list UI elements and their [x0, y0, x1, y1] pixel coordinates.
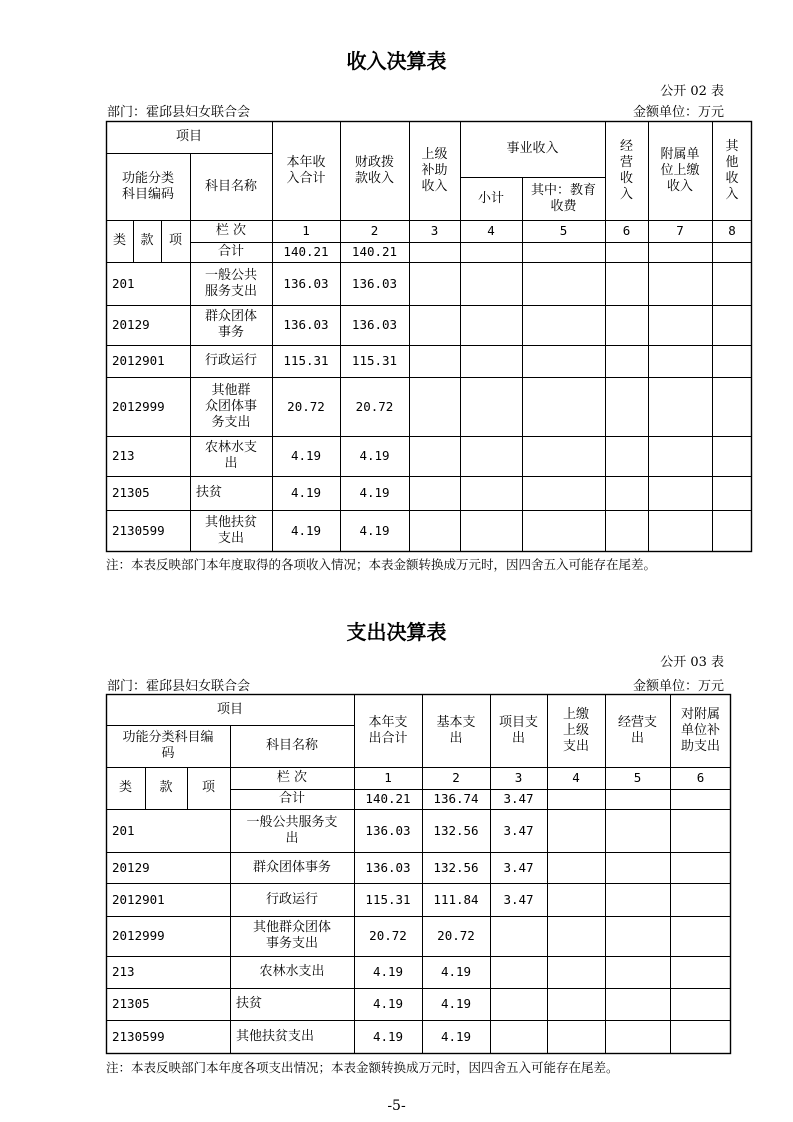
expense-header-project: 项目支 出: [498, 714, 538, 746]
expense-row-total: 136.03: [365, 859, 411, 875]
income-col-number: 1: [302, 223, 310, 238]
income-header-superior: 上级 补助 收入: [421, 146, 448, 194]
income-row-name: 扶贫: [196, 485, 223, 500]
income-header-total: 本年收 入合计: [286, 154, 326, 186]
expense-header-kuan: 款: [159, 780, 173, 795]
expense-row-total: 4.19: [372, 996, 404, 1011]
income-row-total: 136.03: [283, 317, 329, 332]
income-row-fiscal: 136.03: [351, 317, 398, 332]
expense-row-name: 扶贫: [236, 996, 263, 1011]
income-header-affiliated: 附属单 位上缴 收入: [660, 146, 700, 194]
income-row-total: 4.19: [290, 448, 322, 463]
expense-total-amount: 140.21: [365, 791, 411, 806]
expense-header-xiang: 项: [201, 780, 215, 795]
expense-row-project: [490, 916, 547, 956]
expense-row-basic: 132.56: [433, 822, 479, 838]
income-row-code: 21305: [112, 485, 150, 500]
expense-row-code: 2012999: [112, 928, 165, 943]
income-row-name: 其他扶贫 支出: [204, 514, 257, 546]
income-row-name: 一般公共 服务支出: [204, 267, 257, 299]
expense-col-number: 3: [514, 770, 523, 785]
income-row-code: 20129: [112, 317, 150, 332]
expense-row-name: 一般公共服务支 出: [246, 814, 338, 846]
expense-row-basic: 132.56: [433, 859, 479, 875]
expense-total-label: 合计: [278, 791, 305, 806]
expense-row-total: 115.31: [365, 891, 411, 907]
income-header-subject: 科目名称: [204, 178, 257, 194]
expense-row-project: 3.47: [503, 891, 534, 907]
income-header-education-fee: 其中：教育 收费: [530, 182, 596, 214]
expense-total-project: 3.47: [503, 791, 534, 806]
expense-amount-unit: 金额单位：万元: [632, 679, 724, 694]
income-row-name: 其他群 众团体事 务支出: [204, 382, 257, 430]
expense-row-total: 4.19: [372, 1028, 404, 1044]
expense-total-basic: 136.74: [433, 791, 479, 806]
expense-row-basic: 20.72: [437, 928, 475, 943]
income-header-business: 事业收入: [506, 141, 559, 156]
expense-row-total: 4.19: [372, 964, 404, 979]
income-header-xiang: 项: [168, 233, 182, 248]
income-row-total: 20.72: [287, 398, 325, 414]
expense-col-number: 2: [452, 770, 460, 785]
income-row-name: 群众团体 事务: [204, 309, 257, 340]
expense-row-code: 2012901: [112, 891, 165, 907]
expense-col-number: 6: [696, 770, 705, 785]
expense-header-operating: 经营支 出: [617, 714, 657, 746]
expense-row-basic: 4.19: [440, 996, 472, 1011]
expense-table-title: 支出决算表: [346, 620, 447, 644]
expense-header-affiliated: 对附属 单位补 助支出: [680, 706, 720, 754]
income-header-item: 项目: [175, 129, 202, 144]
income-row-code: 201: [112, 275, 135, 291]
expense-row-name: 行政运行: [265, 891, 318, 907]
expense-row-basic: 4.19: [440, 964, 472, 979]
expense-header-superior: 上缴 上级 支出: [562, 706, 589, 754]
expense-row-project: [490, 1020, 547, 1053]
expense-row-basic: 4.19: [440, 1028, 472, 1044]
expense-row-code: 20129: [112, 859, 150, 875]
expense-row-basic: 111.84: [433, 891, 479, 907]
income-row-total: 136.03: [283, 275, 329, 291]
expense-row-project: 3.47: [503, 822, 534, 838]
expense-col-number: 1: [384, 770, 392, 785]
income-row-fiscal: 136.03: [351, 275, 398, 291]
income-col-number: 2: [370, 223, 379, 238]
income-amount-unit: 金额单位：万元: [632, 105, 724, 120]
expense-form-number: 公开 03 表: [660, 655, 724, 670]
expense-row-name: 农林水支出: [259, 964, 325, 979]
expense-header-item: 项目: [216, 701, 243, 717]
income-row-code: 2130599: [112, 522, 165, 538]
income-total-label: 合计: [217, 244, 244, 259]
expense-row-code: 201: [112, 822, 135, 838]
expense-header-subject: 科目名称: [265, 738, 318, 753]
expense-row-total: 136.03: [365, 822, 411, 838]
expense-row-name: 其他群众团体 事务支出: [252, 920, 331, 951]
income-header-func-code: 功能分类 科目编码: [121, 170, 174, 202]
income-table-note: 注：本表反映部门本年度取得的各项收入情况；本表金额转换成万元时，因四舍五入可能存在尾差。: [106, 557, 657, 572]
income-row-fiscal: 4.19: [359, 522, 390, 538]
income-form-number: 公开 02 表: [660, 84, 724, 99]
income-row-fiscal: 115.31: [351, 353, 398, 368]
income-col-number: 6: [622, 223, 631, 238]
expense-row-project: 3.47: [503, 859, 534, 875]
income-header-operating: 经 营 收 入: [619, 138, 633, 202]
income-row-total: 4.19: [290, 522, 322, 538]
income-col-number: 7: [676, 223, 684, 238]
income-row-total: 4.19: [290, 485, 322, 500]
income-row-fiscal: 20.72: [355, 398, 394, 414]
expense-row-name: 群众团体事务: [252, 859, 331, 875]
expense-table-note: 注：本表反映部门本年度各项支出情况；本表金额转换成万元时，因四舍五入可能存在尾差。: [106, 1060, 619, 1075]
income-col-number: 3: [430, 223, 439, 238]
income-header-fiscal: 财政拨 款收入: [354, 154, 394, 186]
expense-row-code: 213: [112, 964, 135, 979]
income-row-fiscal: 4.19: [359, 448, 390, 463]
income-header-lei: 类: [112, 233, 126, 248]
page-number: -5-: [387, 1098, 406, 1114]
expense-row-total: 20.72: [369, 928, 407, 943]
income-col-number: 5: [559, 223, 568, 238]
income-row-fiscal: 4.19: [359, 485, 390, 500]
income-total-amount: 140.21: [283, 244, 329, 259]
income-header-kuan: 款: [140, 233, 154, 248]
income-row-name: 行政运行: [204, 353, 257, 368]
expense-department: 部门：霍邱县妇女联合会: [107, 679, 251, 694]
income-col-number: 8: [728, 223, 736, 238]
income-header-lanci: 栏 次: [215, 223, 247, 238]
income-header-subtotal: 小计: [477, 190, 504, 206]
income-row-total: 115.31: [283, 353, 329, 368]
income-row-name: 农林水支 出: [204, 440, 257, 471]
expense-header-lei: 类: [118, 780, 132, 795]
income-row-code: 2012999: [112, 398, 165, 414]
income-col-number: 4: [487, 223, 495, 238]
income-table-title: 收入决算表: [346, 49, 447, 73]
expense-col-number: 5: [633, 770, 642, 785]
expense-row-name: 其他扶贫支出: [236, 1028, 315, 1044]
expense-header-func-code: 功能分类科目编 码: [122, 730, 214, 761]
expense-row-code: 21305: [112, 996, 150, 1011]
expense-row-code: 2130599: [112, 1028, 165, 1044]
expense-row-project: [490, 988, 547, 1020]
income-total-fiscal: 140.21: [351, 244, 398, 259]
expense-header-total: 本年支 出合计: [368, 714, 408, 746]
income-header-other: 其 他 收 入: [725, 138, 739, 202]
expense-row-project: [490, 956, 547, 988]
expense-header-basic: 基本支 出: [436, 714, 476, 746]
expense-header-lanci: 栏 次: [276, 770, 308, 785]
income-row-code: 213: [112, 448, 135, 463]
income-row-code: 2012901: [112, 353, 165, 368]
income-department: 部门：霍邱县妇女联合会: [107, 105, 251, 120]
expense-col-number: 4: [572, 770, 580, 785]
